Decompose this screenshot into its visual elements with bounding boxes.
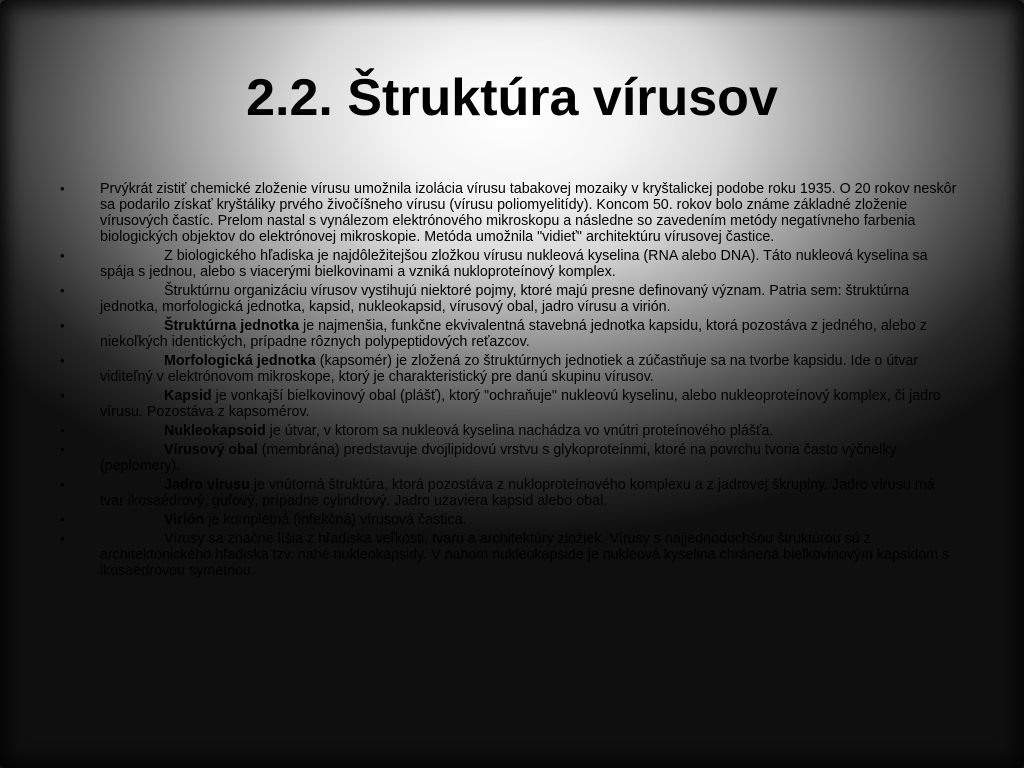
item-text: Prvýkrát zistiť chemické zloženie vírusu umožnila izolácia vírusu tabakovej mozaiky v kryštalickej podobe roku 1935. O 20 rokov neskôr sa podarilo získať kryštáliky prvého živočíšneho vírusu (vírusu poliomyelitídy). Koncom 50. rokov bolo známe základné zloženie vírusových častíc. Prelom nastal s vynálezom elektrónového mikroskopu a následne so zavedením metódy negatívneho farbenia biologických objektov do elektrónovej mikroskopie. Metóda umožnila "vidieť" architektúru vírusovej častice. (100, 181, 957, 245)
item-text: Vírusy sa značne líšia z hľadiska veľkosti, tvaru a architektúry zložiek. Vírusy s najjednoduchšou štruktúrou sú z architektonického hľadiska tzv. nahé nukleokapsidy. V nahom nukleokapside je nukleová kyselina chránená bielkovinovým kapsidom s ikosaédrovou symetriou. (100, 531, 950, 579)
item-term: Jadro vírusu (164, 477, 250, 493)
bullet-icon: • (60, 442, 65, 457)
item-text: je kompletná (infekčná) vírusová častica. (204, 512, 467, 528)
item-text: je vnútorná štruktúra, ktorá pozostáva z nukloproteínového komplexu a z jadrovej škrupiny. Jadro vírusu má tvar ikosaédrový, guľový, prípadne cylindrový. Jadro uzaviera kapsid alebo obal. (100, 477, 935, 509)
bullet-icon: • (60, 477, 65, 492)
list-item (60, 248, 960, 280)
list-item (60, 318, 960, 350)
list-item (60, 181, 960, 245)
item-term: Kapsid (164, 388, 212, 404)
bullet-list (60, 181, 960, 582)
bullet-icon: • (60, 423, 65, 438)
list-item (60, 477, 960, 509)
item-term: Štruktúrna jednotka (164, 318, 300, 334)
list-item (60, 283, 960, 315)
item-text: Z biologického hľadiska je najdôležitejšou zložkou vírusu nukleová kyselina (RNA alebo DNA). Táto nukleová kyselina sa spája s jednou, alebo s viacerými bielkovinami a vzniká nukloproteínový komplex. (100, 248, 928, 280)
slide-title: 2.2. Štruktúra vírusov (246, 69, 778, 127)
bullet-icon: • (60, 318, 65, 333)
list-item (60, 353, 960, 385)
item-text: Štruktúrnu organizáciu vírusov vystihujú niektoré pojmy, ktoré majú presne definovaný význam. Patria sem: štruktúrna jednotka, morfologická jednotka, kapsid, nukleokapsid, vírusový obal, jadro vírusu a virión. (100, 283, 910, 315)
list-item (60, 442, 960, 474)
item-text: je útvar, v ktorom sa nukleová kyselina nachádza vo vnútri proteínového plášťa. (265, 423, 774, 439)
list-item (60, 531, 960, 579)
bullet-icon: • (60, 512, 65, 527)
item-text: je vonkajší bielkovinový obal (plášť), ktorý "ochraňuje" nukleovú kyselinu, alebo nukleoproteínový komplex, či jadro vírusu. Pozostáva z kapsomérov. (100, 388, 941, 420)
bullet-icon: • (60, 531, 65, 546)
bullet-icon: • (60, 283, 65, 298)
item-term: Morfologická jednotka (164, 353, 316, 369)
bullet-icon: • (60, 248, 65, 263)
item-text: (kapsomér) je zložená zo štruktúrnych jednotiek a zúčastňuje sa na tvorbe kapsidu. Ide o útvar viditeľný v elektrónovom mikroskope, ktorý je charakteristický pre danú skupinu vírusov. (100, 353, 919, 385)
bullet-icon: • (60, 181, 65, 196)
bullet-icon: • (60, 388, 65, 403)
list-item (60, 423, 960, 439)
item-text: je najmenšia, funkčne ekvivalentná stavebná jednotka kapsidu, ktorá pozostáva z jedného, alebo z niekoľkých identických, prípadne rôznych polypeptidových reťazcov. (100, 318, 927, 350)
item-term: Virión (164, 512, 205, 528)
item-text: (membrána) predstavuje dvojlipidovú vrstvu s glykoproteínmi, ktoré na povrchu tvoria často výčnelky (peplomery). (100, 442, 897, 474)
item-term: Nukleokapsoid (164, 423, 266, 439)
list-item (60, 388, 960, 420)
item-term: Vírusový obal (164, 442, 258, 458)
list-item (60, 512, 960, 528)
bullet-icon: • (60, 353, 65, 368)
